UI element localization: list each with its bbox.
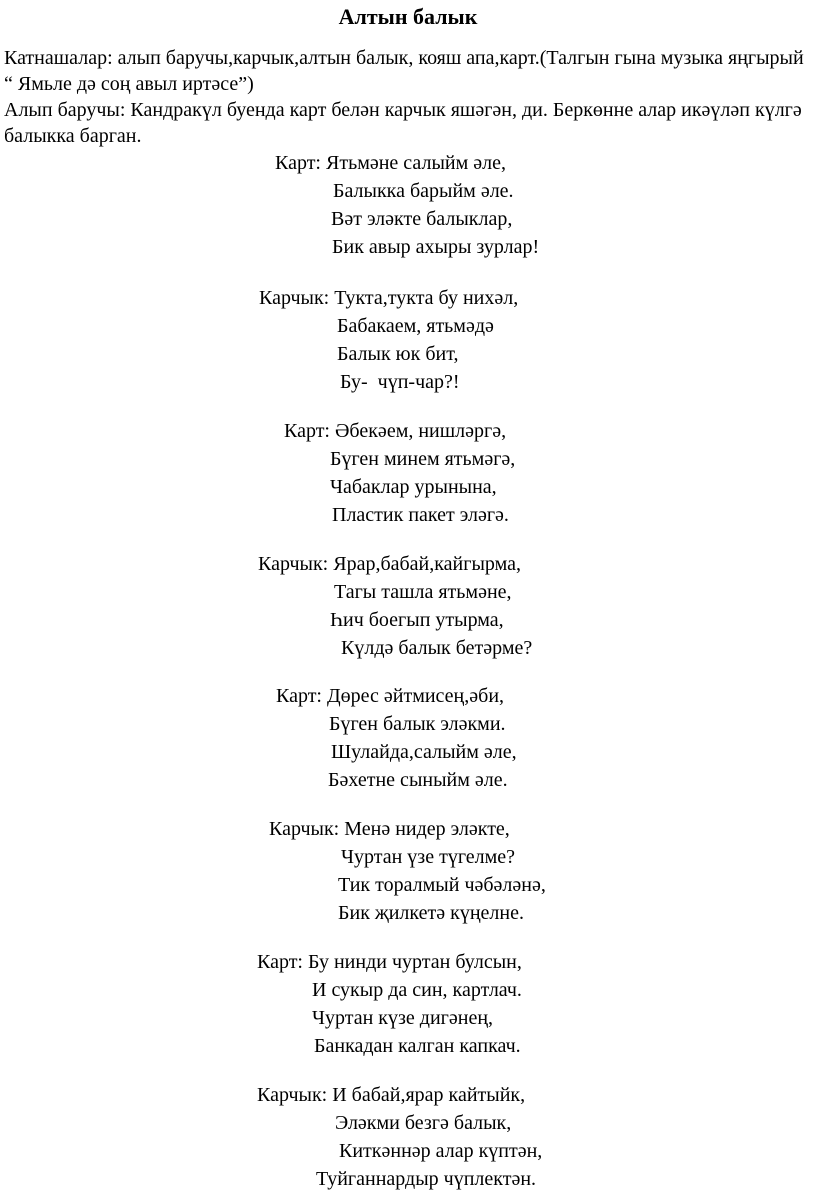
- verse-line: Киткәннәр алар күптән,: [339, 1140, 543, 1162]
- verse-line: Карчык: И бабай,ярар кайтыйк,: [257, 1084, 526, 1106]
- verse-line: Бабакаем, ятьмәдә: [337, 315, 494, 337]
- verse-line: Карчык: Тукта,тукта бу нихәл,: [259, 287, 519, 309]
- verse-line: Һич боегып утырма,: [330, 609, 504, 631]
- verse-line: Карт: Бу нинди чуртан булсын,: [257, 951, 522, 973]
- verse-line: Балыкка барыйм әле.: [333, 180, 514, 202]
- verse-line: Пластик пакет эләгә.: [332, 504, 509, 526]
- verse-line: Эләкми безгә балык,: [335, 1112, 512, 1134]
- intro-section: [4, 45, 804, 149]
- verse-line: Күлдә балык бетәрме?: [341, 637, 533, 659]
- verse-line: Карчык: Менә нидер эләкте,: [269, 818, 510, 840]
- verse-line: Бик авыр ахыры зурлар!: [332, 236, 540, 258]
- verse-line: Чуртан күзе дигәнең,: [312, 1007, 494, 1029]
- document-title: Алтын балык: [338, 4, 478, 29]
- verse-line: Чабаклар урынына,: [330, 476, 497, 498]
- verse-line: И сукыр да син, картлач.: [312, 979, 522, 1001]
- verse-line: Бүген минем ятьмәгә,: [330, 448, 516, 470]
- verse-line: Бәхетне сыныйм әле.: [328, 769, 508, 791]
- verse-line: Туйганнардыр чүплектән.: [316, 1168, 537, 1190]
- verse-line: Карт: Дөрес әйтмисең,әби,: [276, 685, 505, 707]
- verse-line: Вәт эләкте балыклар,: [331, 208, 513, 230]
- verse-line: Карчык: Ярар,бабай,кайгырма,: [258, 553, 521, 575]
- verse-line: Чуртан үзе түгелме?: [341, 846, 516, 868]
- narrator-paragraph: Алып баручы: Кандракүл буенда карт белән карчык яшәгән, ди. Беркөнне алар икәүләп күлгә балыкка барган.: [4, 99, 802, 147]
- verse-line: Бик җилкетә күңелне.: [338, 902, 524, 924]
- verse-line: Шулайда,салыйм әле,: [331, 741, 517, 763]
- verse-line: Банкадан калган капкач.: [314, 1035, 521, 1057]
- verse-line: Тагы ташла ятьмәне,: [334, 581, 512, 603]
- verse-line: Бүген балык эләкми.: [329, 713, 506, 735]
- verse-line: Карт: Әбекәем, нишләргә,: [284, 420, 507, 442]
- verse-line: Карт: Ятьмәне салыйм әле,: [275, 152, 506, 174]
- participants-paragraph: Катнашалар: алып баручы,карчык,алтын балык, кояш апа,карт.(Талгын гына музыка яңгырый “ Ямьле дә соң авыл иртәсе”): [4, 47, 804, 95]
- verse-line: Тик торалмый чәбәләнә,: [338, 874, 546, 896]
- verse-line: Балык юк бит,: [337, 343, 459, 365]
- verse-line: Бу- чүп-чар?!: [340, 371, 460, 393]
